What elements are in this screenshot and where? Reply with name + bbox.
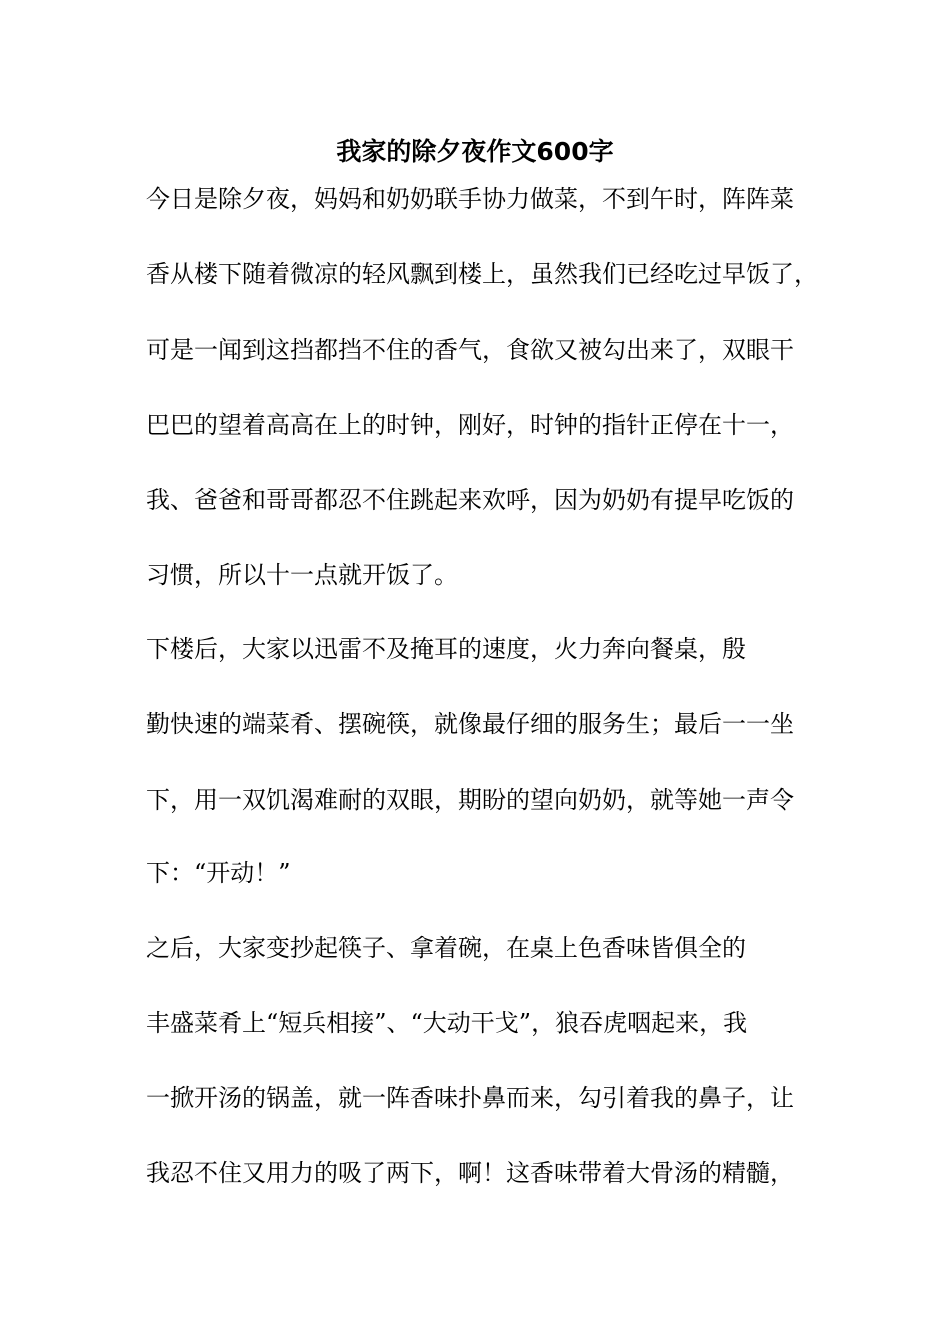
text-line: 一掀开汤的锅盖，就一阵香味扑鼻而来，勾引着我的鼻子，让 [146, 1084, 794, 1112]
text-line: 下：“开动！” [146, 859, 291, 887]
text-line: 巴巴的望着高高在上的时钟，刚好，时钟的指针正停在十一， [146, 411, 794, 439]
text-line: 习惯，所以十一点就开饭了。 [146, 561, 458, 589]
text-line: 丰盛菜肴上“短兵相接”、“大动干戈”，狼吞虎咽起来，我 [146, 1009, 748, 1037]
text-line: 勤快速的端菜肴、摆碗筷，就像最仔细的服务生；最后一一坐 [146, 710, 794, 738]
text-line: 今日是除夕夜，妈妈和奶奶联手协力做菜，不到午时，阵阵菜 [146, 185, 794, 213]
text-line: 我、爸爸和哥哥都忍不住跳起来欢呼，因为奶奶有提早吃饭的 [146, 486, 794, 514]
text-line: 可是一闻到这挡都挡不住的香气，食欲又被勾出来了，双眼干 [146, 336, 794, 364]
text-line: 香从楼下随着微凉的轻风飘到楼上，虽然我们已经吃过早饭了， [146, 260, 818, 288]
text-line: 下楼后，大家以迅雷不及掩耳的速度，火力奔向餐桌，殷 [146, 635, 746, 663]
text-line: 下，用一双饥渴难耐的双眼，期盼的望向奶奶，就等她一声令 [146, 786, 794, 814]
document-title: 我家的除夕夜作文600字 [336, 137, 614, 166]
text-line: 我忍不住又用力的吸了两下，啊！这香味带着大骨汤的精髓， [146, 1159, 794, 1187]
text-line: 之后，大家变抄起筷子、拿着碗，在桌上色香味皆俱全的 [146, 934, 746, 962]
